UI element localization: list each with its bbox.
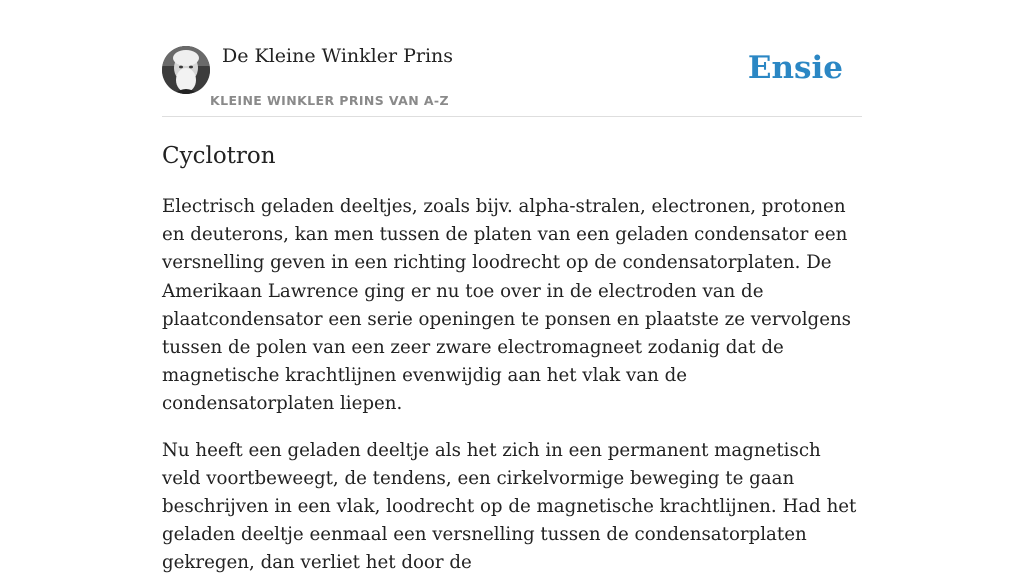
author-portrait-icon [162,46,210,94]
page [162,0,862,578]
brand-logo[interactable]: Ensie [747,50,843,86]
article-paragraph: Nu heeft een geladen deeltje als het zich in een permanent magnetisch veld voortbeweegt, de tendens, een cirkelvormige beweging te gaan beschrijven in een vlak, loodrecht op de magnetische krachtlijnen. Had het geladen deeltje eenmaal een versnelling tussen de condensatorplaten gekregen, dan verliet het door de [162,439,857,574]
article-paragraph: Electrisch geladen deeltjes, zoals bijv. alpha-stralen, electronen, protonen en deuterons, kan men tussen de platen van een geladen condensator een versnelling geven in een richting loodrecht op de condensatorplaten. De Amerikaan Lawrence ging er nu toe over in de electroden van de plaatcondensator een serie openingen te ponsen en plaatste ze vervolgens tussen de polen van een zeer zware electromagneet zodanig dat de magnetische krachtlijnen evenwijdig aan het vlak van de condensatorplaten liepen. [162,196,852,415]
header [162,0,862,117]
author-avatar[interactable] [162,46,210,94]
author-name[interactable]: De Kleine Winkler Prins [222,45,454,67]
article-title: Cyclotron [162,143,276,169]
collection-name[interactable]: KLEINE WINKLER PRINS VAN A-Z [210,93,449,108]
